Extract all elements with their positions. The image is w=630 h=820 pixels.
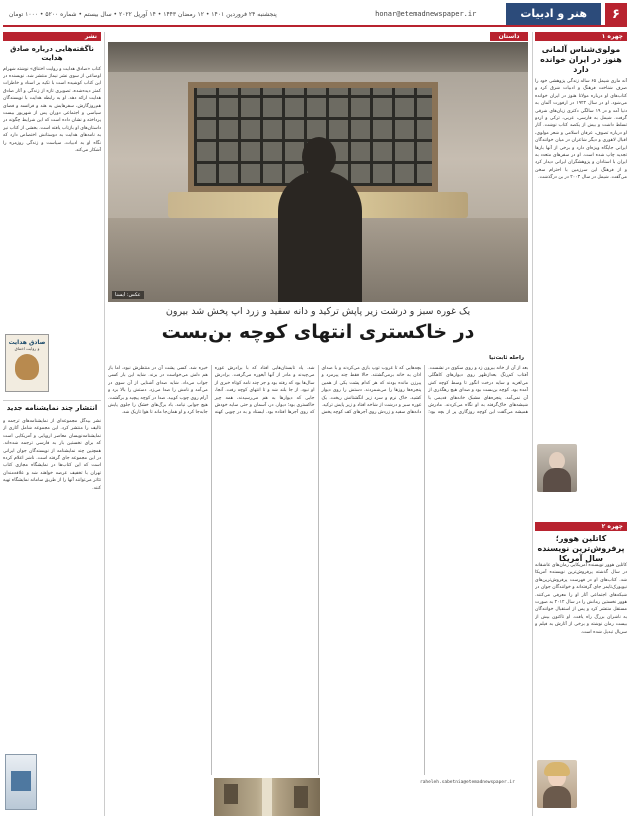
story-headline: در خاکستری انتهای کوچه بن‌بست: [161, 321, 475, 343]
story-kicker: یک غوره سبز و درشت زیر پاپش ترکید و دانه سفید و زرد اپ پخش شد بیرون: [165, 306, 471, 317]
column-tag-2: چهره ۲: [535, 522, 627, 531]
section-email[interactable]: honar@etemadnewspaper.ir: [375, 10, 477, 18]
book-cover-title: صادق هدایت: [8, 339, 46, 346]
right-column: [535, 32, 627, 816]
left-article-title-1: ناگفته‌هایی درباره صادق هدایت: [10, 45, 94, 62]
issue-meta: پنجشنبه ۲۴ فروردین ۱۴۰۱ • ۱۲ رمضان ۱۴۴۳ • ۱۴ آوریل ۲۰۲۲ • سال بیستم • شماره ۵۲۰۰ • ۱۰۰۰ تومان: [9, 10, 277, 18]
left-column-tag: نشر: [3, 32, 101, 41]
column-divider-right: [532, 32, 533, 816]
article-title-2: کاتلین هوور؛ پرفروش‌ترین نویسنده سال آمریکا: [537, 534, 625, 563]
article-body-2: کاتلین هوور نویسنده آمریکایی رمان‌های عاشقانه در سال گذشته پرفروش‌ترین نویسنده آمریکا شد. کتاب‌های او در فهرست پرفروش‌ترین‌های نیویورک‌تایمز جای گرفته‌اند و خوانندگان جوان در شبکه‌های اجتماعی آثار او را معرفی می‌کنند. هوور نخستین رمانش را در سال ۲۰۱۲ به صورت مستقل منتشر کرد و پس از استقبال خوانندگان به ناشران بزرگ راه یافت. او تاکنون بیش از بیست رمان نوشته و برخی از آثارش به فیلم و سریال تبدیل شده است.: [535, 563, 627, 635]
silhouette-shadow: [258, 137, 378, 302]
article-title-1: مولوی‌شناس آلمانی هنوز در ایران خوانده دارد: [540, 45, 622, 74]
photo-caption: عکس: ایسنا: [112, 291, 144, 299]
story-photo: [108, 42, 528, 302]
alley-photo: [214, 778, 320, 816]
author-photo-1: [537, 444, 577, 492]
author-email[interactable]: raheleh.sabetnia@etemadnewspaper.ir: [420, 780, 515, 785]
page-header: [3, 3, 627, 27]
left-column: [3, 32, 101, 816]
book-cover-2: [5, 754, 37, 810]
column-divider-left: [104, 32, 105, 816]
column-tag-1: چهره ۱: [535, 32, 627, 41]
article-body-1: آنه ماری شیمل ۶۵ ساله زندگی پژوهشی خود را صرف شناخت فرهنگ و ادبیات شرق کرد و کتاب‌های او درباره مولانا هنوز در ایران خوانده می‌شود. او در سال ۱۹۲۲ در ارفورت آلمان به دنیا آمد و در ۱۹ سالگی دکتری زبان‌های شرقی گرفت. شیمل به فارسی، عربی، ترکی و اردو تسلط داشت و بیش از یکصد کتاب نوشت. آثار او درباره تصوف، عرفان اسلامی و شعر مولوی، اقبال لاهوری و دیگر شاعران در میان خوانندگان ایرانی جایگاه ویژه‌ای دارد و برخی از آنها بارها تجدید چاپ شده است. او در سفرهای متعدد به ایران با استادان و پژوهشگران ایرانی دیدار کرد و از فرهنگ این سرزمین با احترام سخن می‌گفت. شیمل در سال ۲۰۰۳ در بن درگذشت.: [535, 79, 627, 181]
page-number: ۶: [605, 3, 627, 25]
author-photo-2: [537, 760, 577, 808]
center-section: [108, 32, 528, 816]
left-article-title-2: انتشار چند نمایشنامه جدید: [6, 404, 98, 412]
story-byline: راحله ثابت‌نیا: [489, 355, 524, 361]
book-cover: [5, 334, 49, 392]
book-cover-subtitle: و روایت اختناق: [14, 346, 40, 351]
left-article-body-1: کتاب «صادق هدایت و روایت اختناق» نوشته شهرام اوضاعی از سوی نشر نیماژ منتشر شد. نویسنده در این کتاب کوشیده است با تکیه بر اسناد و خاطرات کمتر دیده‌شده، تصویری تازه از زندگی و آثار صادق هدایت ارائه دهد. او به رابطه هدایت با نویسندگان هم‌روزگارش، سفرهایش به هند و فرانسه و فضای سیاسی و اجتماعی دوران پس از شهریور بیست پرداخته و نشان داده است که این شرایط چگونه در داستان‌های او بازتاب یافته است. بخشی از کتاب نیز به نامه‌های هدایت به دوستانش اختصاص دارد که نگاه او به ادبیات، سیاست و زندگی روزمره را آشکار می‌کند.: [3, 66, 101, 153]
left-article-body-2: نشر بیدگل مجموعه‌ای از نمایشنامه‌های ترجمه و تالیف را منتشر کرد. این مجموعه شامل آثاری از نمایشنامه‌نویسان معاصر اروپایی و آمریکایی است که برای نخستین بار به فارسی ترجمه شده‌اند. همچنین چند نمایشنامه از نویسندگان جوان ایرانی در این مجموعه جای گرفته است. ناشر اعلام کرده است که این کتاب‌ها در نمایشگاه مجازی کتاب تهران با تخفیف عرضه خواهند شد و علاقه‌مندان تئاتر می‌توانند آنها را از طریق سامانه نمایشگاه تهیه کنند.: [3, 419, 101, 491]
story-body: بعد از آن از خانه بیرون زد و روی سکوی در نشست. آفتاب کم‌رنگ بعدازظهر روی دیوارهای کاهگلی می‌لغزید و سایه درخت انگور تا وسط کوچه کش آمده بود. کوچه بن‌بست بود و صدای هیچ رهگذری از آن نمی‌آمد. پنجره‌های مشبک خانه‌های قدیمی با شیشه‌های خاک‌گرفته به او نگاه می‌کردند. مادرش همیشه می‌گفت این کوچه روزگاری پر از بچه بود؛ بچه‌هایی که تا غروب توپ بازی می‌کردند و با صدای اذان به خانه برمی‌گشتند. حالا فقط چند پیرمرد و پیرزن مانده بودند که هر کدام پشت یکی از همین پنجره‌ها روزها را می‌شمردند. دستش را روی دیوار کشید. خاک نرم و سرد زیر انگشتانش ریخت. یک غوره سبز و درشت از شاخه افتاد و زیر پایش ترکید. دانه‌های سفید و زردش روی آجرهای کف کوچه پخش شد. یاد تابستان‌هایی افتاد که با برادرش غوره می‌چیدند و مادر از آنها آبغوره می‌گرفت. برادرش سال‌ها بود که رفته بود و جز چند نامه کوتاه خبری از او نبود. از جا بلند شد و تا انتهای کوچه رفت. آنجا، جایی که دیوارها به هم می‌رسیدند، همه چیز خاکستری بود؛ دیوار، در، آسمان و حتی سایه خودش که روی آجرها افتاده بود. ایستاد و به در چوبی کهنه خیره شد. کسی پشت آن در منتظرش نبود، اما باز هم دلش می‌خواست در بزند. شاید این بار کسی جواب می‌داد. شاید صدای آشنایی از آن سوی در می‌آمد و نامش را صدا می‌زد. دستش را بالا برد و آرام روی چوب کوبید. صدا در کوچه پیچید و برگشت. هیچ جوابی نیامد. باد برگ‌های خشک را جلوی پایش جابه‌جا کرد و او همان‌جا ماند تا هوا تاریک شد.: [108, 366, 528, 416]
section-title: هنر و ادبیات: [506, 3, 601, 25]
story-section-tag: داستان: [490, 32, 528, 41]
